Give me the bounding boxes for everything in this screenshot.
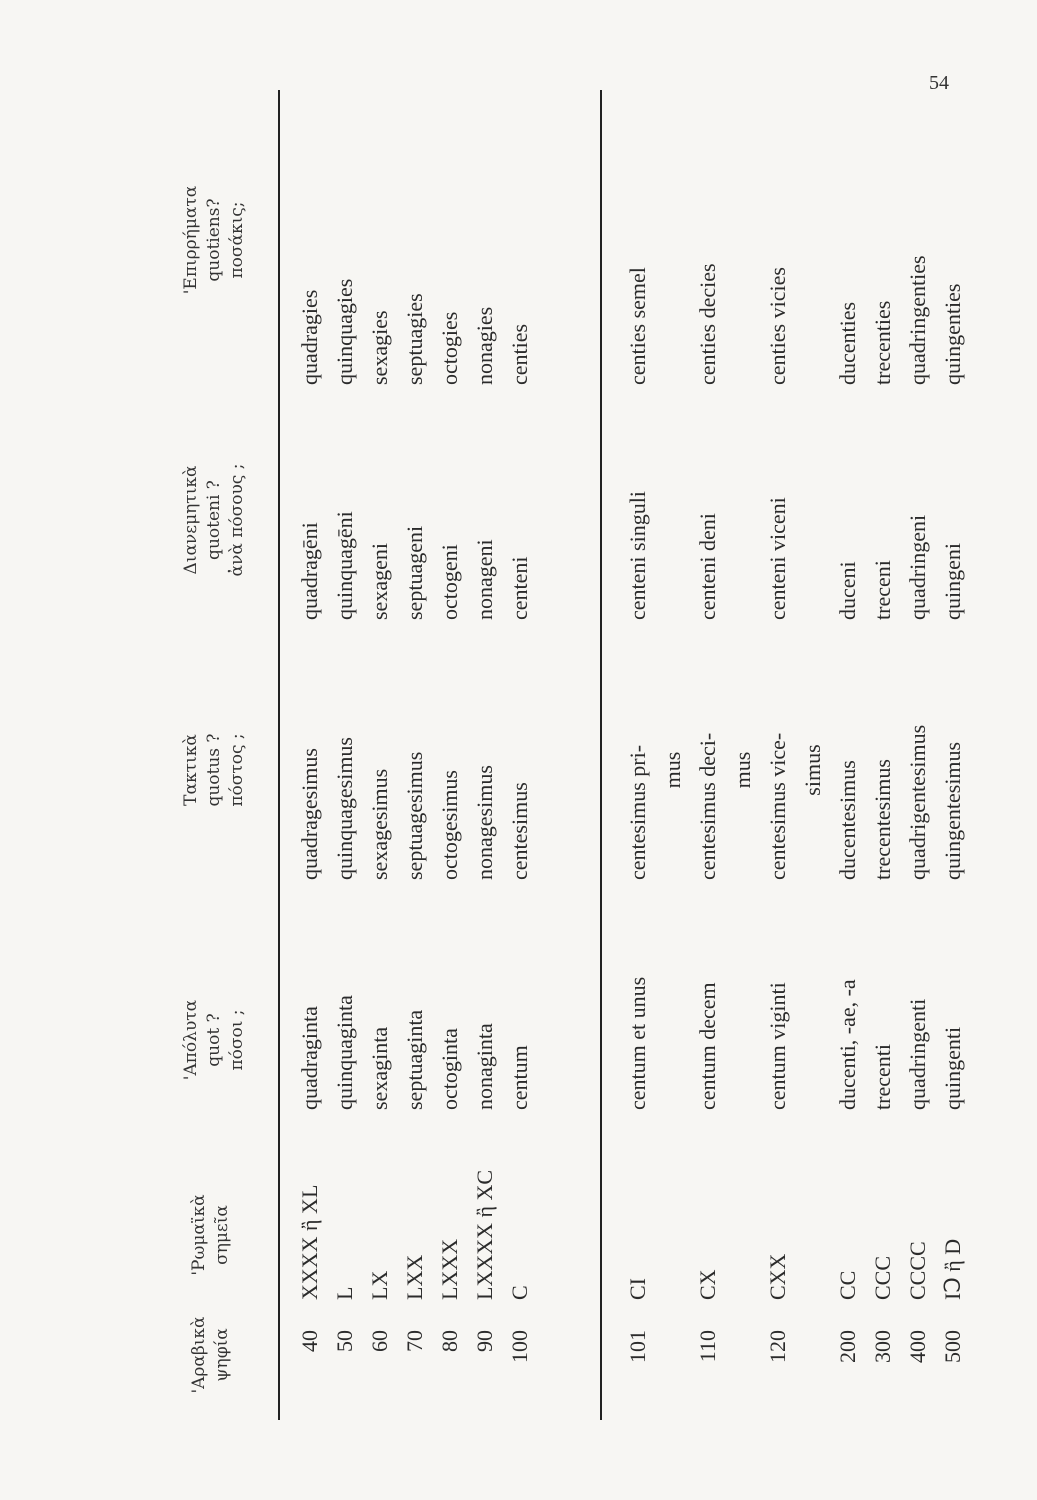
distributive-cell: duceni <box>835 561 860 620</box>
table-row <box>362 90 397 1420</box>
roman-cell: LXX <box>402 1254 427 1300</box>
header-cardinals <box>180 950 249 1130</box>
table-row <box>432 90 467 1420</box>
adverb-cell: nonagies <box>472 306 497 385</box>
header-line: ψηφία <box>212 1328 232 1382</box>
header-line: πόσοι ; <box>227 1009 247 1071</box>
roman-cell: CXX <box>765 1253 790 1300</box>
ordinal-continuation: mus <box>660 751 685 789</box>
ordinal-continuation: mus <box>730 751 755 789</box>
distributive-cell: centeni <box>507 556 532 620</box>
adverb-cell: quadringenties <box>905 255 930 385</box>
header-line: quot ? <box>204 1013 224 1067</box>
cardinal-cell: centum <box>507 1045 532 1110</box>
ordinal-line: centesimus vice- <box>765 732 790 880</box>
arabic-cell: 101 <box>625 1330 650 1363</box>
header-line: σημεῖα <box>212 1205 232 1265</box>
adverb-cell: centies decies <box>695 263 720 385</box>
cardinal-cell: septuaginta <box>402 1009 427 1110</box>
adverb-cell: trecenties <box>870 300 895 385</box>
ordinal-cell <box>620 635 690 880</box>
distributive-cell: centeni singuli <box>625 491 650 620</box>
header-line: 'Ρωμαϊκὰ <box>189 1194 209 1276</box>
table-body-lower <box>620 90 970 1420</box>
adverb-cell: quinquagies <box>332 278 357 385</box>
header-line: quotiens? <box>204 198 224 282</box>
table-row <box>502 90 537 1420</box>
cardinal-cell: centum decem <box>695 982 720 1110</box>
roman-cell: LXXXX ἢ XC <box>472 1169 497 1300</box>
ordinal-continuation: simus <box>800 744 825 796</box>
cardinal-cell: nonaginta <box>472 1023 497 1110</box>
arabic-cell: 400 <box>905 1330 930 1363</box>
table-row <box>327 90 362 1420</box>
ordinal-cell: centesimus <box>507 782 532 880</box>
cardinal-cell: centum et unus <box>625 976 650 1110</box>
column-headers <box>180 90 270 1420</box>
distributive-cell: quinquagēni <box>332 511 357 620</box>
ordinal-cell: octogesimus <box>437 770 462 880</box>
cardinal-cell: ducenti, -ae, -a <box>835 979 860 1110</box>
distributive-cell: septuageni <box>402 525 427 620</box>
arabic-cell: 120 <box>765 1330 790 1363</box>
adverb-cell: septuagies <box>402 293 427 385</box>
adverb-cell: ducenties <box>835 301 860 385</box>
table-row <box>620 90 690 1420</box>
cardinal-cell: trecenti <box>870 1044 895 1110</box>
table-row <box>467 90 502 1420</box>
header-line: ποσάκις; <box>227 201 247 279</box>
roman-cell: LX <box>367 1270 392 1300</box>
ordinal-cell: quadragesimus <box>297 748 322 880</box>
table-row <box>690 90 760 1420</box>
header-line: πόστος ; <box>227 733 247 807</box>
header-line: quotus ? <box>204 733 224 807</box>
adverb-cell: quingenties <box>940 283 965 385</box>
adverb-cell: centies vicies <box>765 267 790 385</box>
distributive-cell: centeni deni <box>695 513 720 620</box>
ordinal-cell: quinquagesimus <box>332 737 357 880</box>
ordinal-cell: trecentesimus <box>870 759 895 880</box>
cardinal-cell: sexaginta <box>367 1026 392 1110</box>
roman-cell: XXXX ἢ XL <box>297 1184 322 1300</box>
ordinal-cell: nonagesimus <box>472 765 497 880</box>
adverb-cell: sexagies <box>367 310 392 385</box>
ordinal-cell: septuagesimus <box>402 751 427 880</box>
ordinal-cell: sexagesimus <box>367 768 392 880</box>
header-distributives <box>180 420 249 620</box>
table-row <box>760 90 830 1420</box>
cardinal-cell: quinquaginta <box>332 995 357 1110</box>
arabic-cell: 200 <box>835 1330 860 1363</box>
ordinal-cell <box>760 635 830 880</box>
header-adverbs <box>180 140 249 340</box>
header-ordinals <box>180 680 249 860</box>
distributive-cell: octogeni <box>437 544 462 620</box>
arabic-cell: 100 <box>507 1330 532 1363</box>
adverb-cell: centies <box>507 323 532 385</box>
roman-cell: C <box>507 1285 532 1300</box>
header-line: Διανεμητικὰ <box>181 465 201 575</box>
cardinal-cell: quingenti <box>940 1026 965 1110</box>
roman-cell: LXXX <box>437 1238 462 1300</box>
distributive-cell: quingeni <box>940 543 965 620</box>
table-row <box>865 90 900 1420</box>
distributive-cell: sexageni <box>367 543 392 620</box>
arabic-cell: 90 <box>472 1330 497 1352</box>
arabic-cell: 500 <box>940 1330 965 1363</box>
table-body-upper <box>292 90 537 1420</box>
ordinal-cell: quadrigentesimus <box>905 724 930 880</box>
roman-cell: CI <box>625 1278 650 1300</box>
arabic-cell: 300 <box>870 1330 895 1363</box>
roman-cell: CCC <box>870 1255 895 1300</box>
adverb-cell: octogies <box>437 311 462 385</box>
header-line: 'Επιρρήματα <box>181 185 201 295</box>
ordinal-cell: ducentesimus <box>835 760 860 880</box>
table-row <box>830 90 865 1420</box>
roman-cell: IↃ ἢ D <box>940 1238 965 1300</box>
distributive-cell: centeni viceni <box>765 497 790 620</box>
roman-cell: CCCC <box>905 1241 930 1300</box>
numerals-table <box>180 90 980 1420</box>
distributive-cell: quadragēni <box>297 522 322 620</box>
ordinal-cell: quingentesimus <box>940 741 965 880</box>
header-arabic-numerals <box>188 1300 234 1410</box>
arabic-cell: 40 <box>297 1330 322 1352</box>
cardinal-cell: octoginta <box>437 1028 462 1110</box>
distributive-cell: nonageni <box>472 539 497 620</box>
adverb-cell: quadragies <box>297 289 322 385</box>
arabic-cell: 50 <box>332 1330 357 1352</box>
roman-cell: L <box>332 1286 357 1300</box>
roman-cell: CX <box>695 1269 720 1300</box>
header-roman-numerals <box>188 1160 234 1310</box>
distributive-cell: treceni <box>870 560 895 620</box>
header-rule <box>278 90 280 1420</box>
arabic-cell: 70 <box>402 1330 427 1352</box>
table-row <box>292 90 327 1420</box>
table-row <box>900 90 935 1420</box>
cardinal-cell: quadringenti <box>905 998 930 1110</box>
distributive-cell: quadringeni <box>905 514 930 620</box>
header-line: quoteni ? <box>204 480 224 560</box>
header-line: 'Απόλυτα <box>181 999 201 1081</box>
arabic-cell: 80 <box>437 1330 462 1352</box>
cardinal-cell: centum viginti <box>765 982 790 1110</box>
arabic-cell: 110 <box>695 1330 720 1363</box>
header-line: Τακτικὰ <box>181 734 201 806</box>
ordinal-line: centesimus deci- <box>695 732 720 880</box>
header-line: ἀνὰ πόσους ; <box>227 463 247 577</box>
table-row <box>935 90 970 1420</box>
ordinal-line: centesimus pri- <box>625 744 650 880</box>
header-line: 'Αραβικὰ <box>189 1316 209 1394</box>
ordinal-cell <box>690 635 760 880</box>
arabic-cell: 60 <box>367 1330 392 1352</box>
page-number: 54 <box>929 72 949 94</box>
cardinal-cell: quadraginta <box>297 1006 322 1110</box>
section-rule <box>600 90 602 1420</box>
table-row <box>397 90 432 1420</box>
roman-cell: CC <box>835 1270 860 1300</box>
adverb-cell: centies semel <box>625 267 650 385</box>
